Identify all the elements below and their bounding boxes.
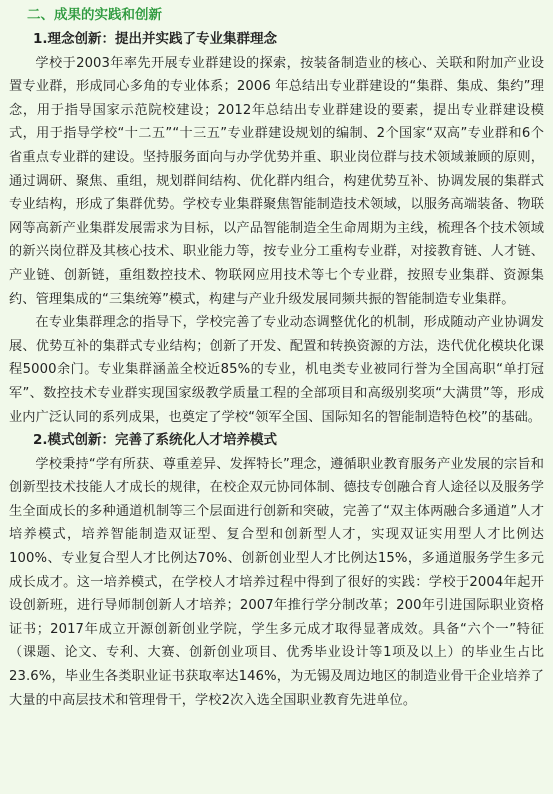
paragraph-1: 学校于2003年率先开展专业群建设的探索，按装备制造业的核心、关联和附加产业设置专业群，形成同心多角的专业体系；2006 年总结出专业群建设的“集群、集成、集约”理念，用于指导国家示范院校建设；2012年总结出专业群建设的要素，提出专业群建设模式，用于指导学校“十二五”“十三五”专业群建设规划的编制、2个国家“双高”专业群和6个省重点专业群的建设。坚持服务面向与办学优势并重、职业岗位群与技术领域兼顾的原则，通过调研、聚焦、重组，规划群间结构、优化群内组合，构建优势互补、协调发展的集群式专业结构，形成了集群优势。学校专业集群聚焦智能制造技术领域，以服务高端装备、物联网等高新产业集群发展需求为目标，以产品智能制造全生命周期为主线，梳理各个技术领域的新兴岗位群及其核心技术、职业能力等，按专业分工重构专业群，对接教育链、人才链、产业链、创新链，重组数控技术、物联网应用技术等七个专业群，按照专业集群、资源集约、管理集成的“三集统筹”模式，构建与产业升级发展同频共振的智能制造专业集群。 xyxy=(9,55,544,307)
paragraph-2: 在专业集群理念的指导下，学校完善了专业动态调整优化的机制，形成随动产业协调发展、优势互补的集群式专业结构；创新了开发、配置和转换资源的方法，迭代优化模块化课程5000余门。专业集群涵盖全校近85%的专业，机电类专业被同行誉为全国高职“单打冠军”、数控技术专业群实现国家级教学质量工程的全部项目和高级别奖项“大满贯”等，形成业内广泛认同的系列成果，也奠定了学校“领军全国、国际知名的智能制造特色校”的基础。 xyxy=(9,315,544,425)
subsection-title-1: 1.理念创新：提出并实践了专业集群理念 xyxy=(33,31,278,47)
subsection-title-2: 2.模式创新：完善了系统化人才培养模式 xyxy=(33,432,278,449)
section-title: 二、成果的实践和创新 xyxy=(27,7,162,23)
paragraph-3: 学校秉持“学有所获、尊重差异、发挥特长”理念，遵循职业教育服务产业发展的宗旨和创新型技术技能人才成长的规律，在校企双元协同体制、德技专创融合育人途径以及服务学生全面成长的多种通道机制等三个层面进行创新和突破，完善了“双主体两融合多通道”人才培养模式，培养智能制造双证型、复合型和创新型人才，实现双证实用型人才比例达100%、专业复合型人才比例达70%、创新创业型人才比例达15%，多通道服务学生多元成长成才。这一培养模式，在学校人才培养过程中得到了很好的实践：学校于2004年起开设创新班，进行导师制创新人才培养；2007年推行学分制改革；200年引进国际职业资格证书；2017年成立开源创新创业学院，学生多元成才取得显著成效。具备“六个一”特征（课题、论文、专利、大赛、创新创业项目、优秀毕业设计等1项及以上）的毕业生占比23.6%，毕业生各类职业证书获取率达146%，为无锡及周边地区的制造业骨干企业培养了大量的中高层技术和管理骨干，学校2次入选全国职业教育先进单位。 xyxy=(9,456,544,708)
